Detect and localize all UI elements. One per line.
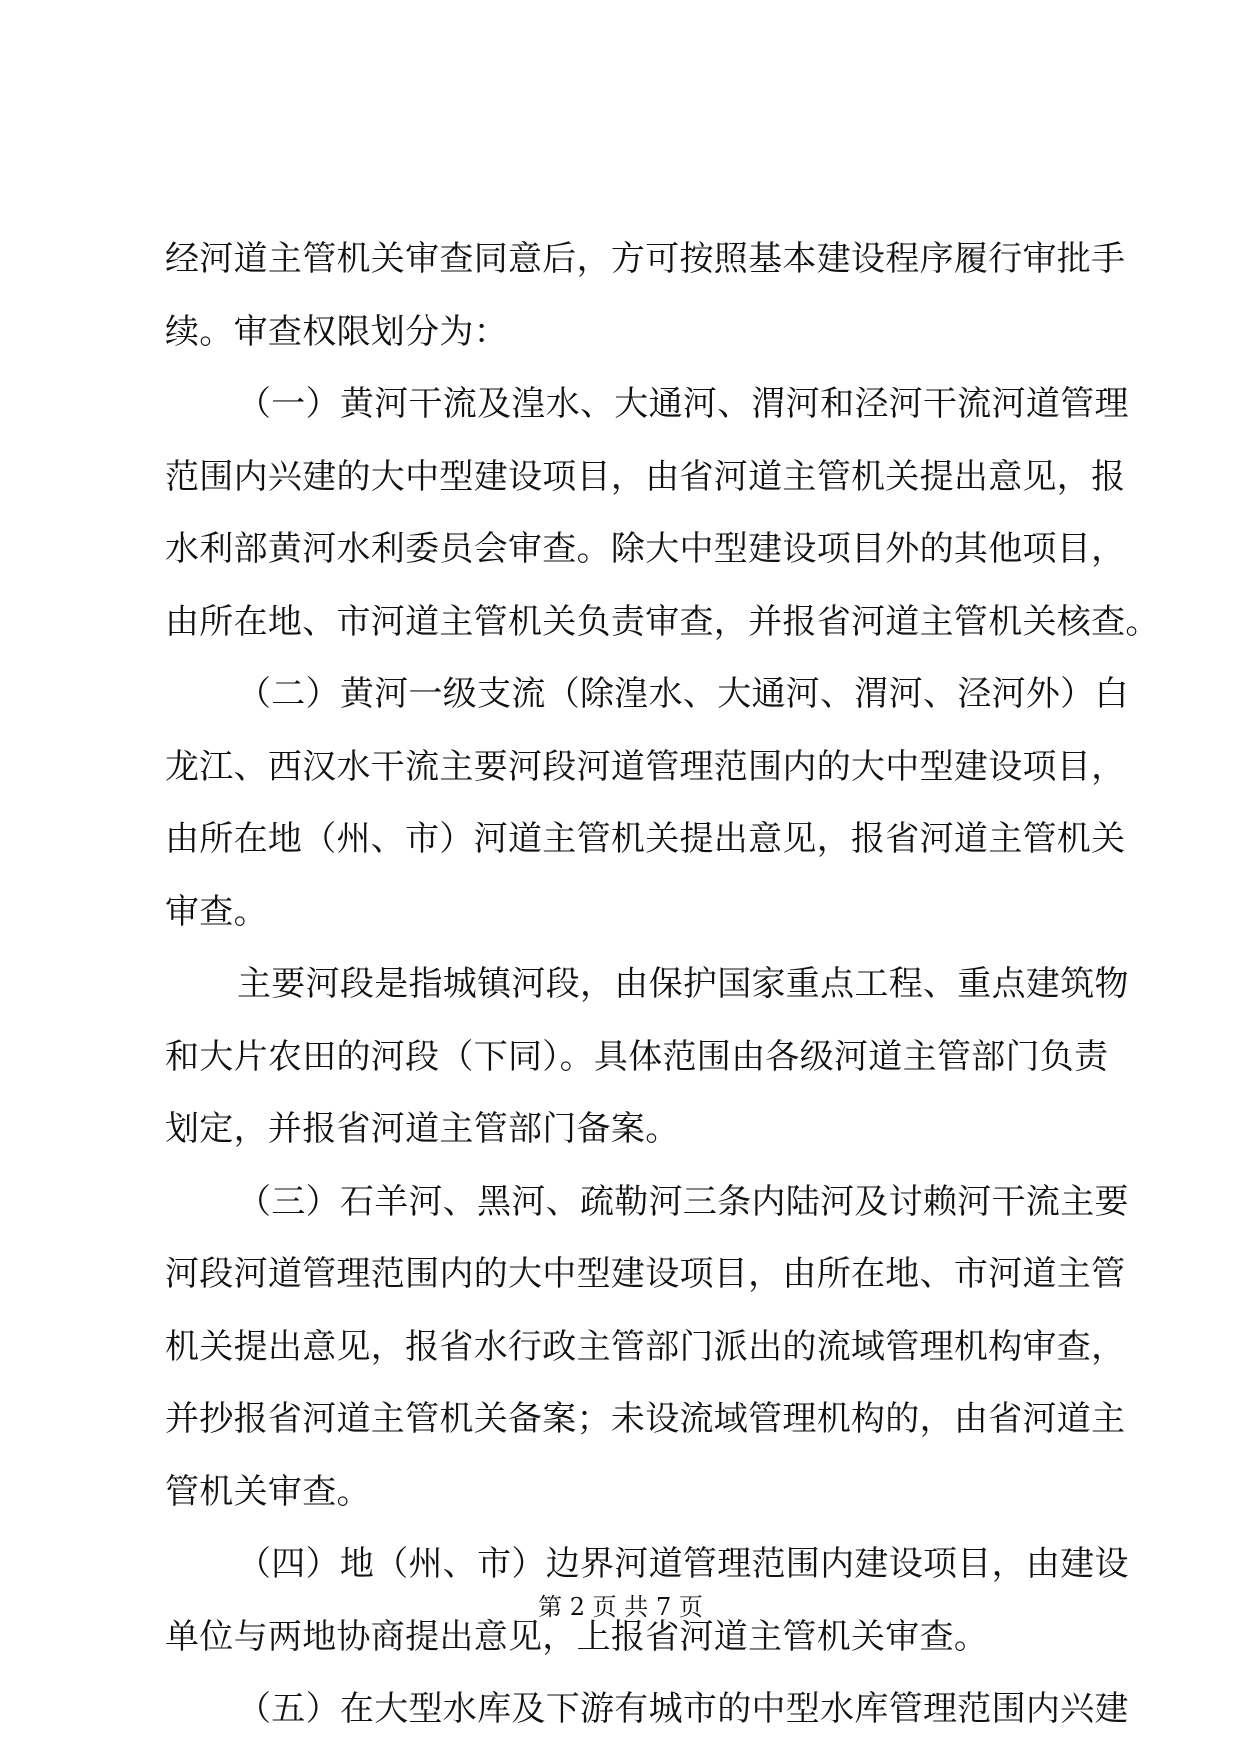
text-line: 由所在地、市河道主管机关负责审查，并报省河道主管机关核查。 (165, 601, 1160, 642)
text-line: （二）黄河一级支流（除湟水、大通河、渭河、泾河外）白 (237, 674, 1129, 714)
text-line: 范围内兴建的大中型建设项目，由省河道主管机关提出意见，报 (165, 456, 1126, 497)
text-line: 水利部黄河水利委员会审查。除大中型建设项目外的其他项目， (165, 529, 1126, 569)
page-footer: 第 2 页 共 7 页 (538, 1593, 703, 1621)
document-body (165, 223, 1160, 1746)
text-line: （一）黄河干流及湟水、大通河、渭河和泾河干流河道管理 (237, 384, 1129, 424)
text-line: 续。审查权限划分为： (165, 311, 508, 352)
text-line: （四）地（州、市）边界河道管理范围内建设项目，由建设 (237, 1544, 1129, 1584)
text-line: 龙江、西汉水干流主要河段河道管理范围内的大中型建设项目， (165, 746, 1126, 787)
text-line: 由所在地（州、市）河道主管机关提出意见，报省河道主管机关 (165, 819, 1126, 859)
text-line: 并抄报省河道主管机关备案；未设流域管理机构的，由省河道主 (165, 1399, 1126, 1439)
text-line: 和大片农田的河段（下同）。具体范围由各级河道主管部门负责 (165, 1036, 1109, 1077)
text-line: 经河道主管机关审查同意后，方可按照基本建设程序履行审批手 (165, 239, 1126, 279)
text-line: 管机关审查。 (165, 1471, 371, 1512)
text-line: 主要河段是指城镇河段，由保护国家重点工程、重点建筑物 (237, 964, 1129, 1004)
text-line: （五）在大型水库及下游有城市的中型水库管理范围内兴建 (237, 1689, 1129, 1729)
text-line: （三）石羊河、黑河、疏勒河三条内陆河及讨赖河干流主要 (237, 1181, 1129, 1222)
text-line: 机关提出意见，报省水行政主管部门派出的流域管理机构审查， (165, 1326, 1126, 1367)
text-line: 划定，并报省河道主管部门备案。 (165, 1109, 680, 1149)
text-line: 河段河道管理范围内的大中型建设项目，由所在地、市河道主管 (165, 1254, 1126, 1294)
text-line: 单位与两地协商提出意见，上报省河道主管机关审查。 (165, 1616, 989, 1657)
text-line: 审查。 (165, 891, 268, 932)
